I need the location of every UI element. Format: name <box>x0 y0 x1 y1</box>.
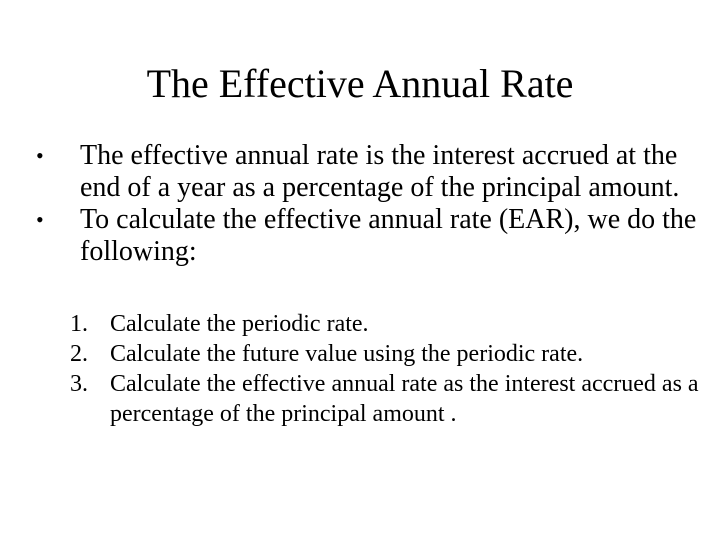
bullet-marker: • <box>36 143 44 168</box>
step-item-1 <box>70 309 710 339</box>
step-number: 1. <box>70 311 88 337</box>
bullet-list <box>36 140 706 268</box>
bullet-item-definition <box>36 140 706 204</box>
step-number: 2. <box>70 341 88 367</box>
bullet-text: To calculate the effective annual rate (EAR), we do the following: <box>80 204 697 267</box>
slide-title: The Effective Annual Rate <box>146 61 574 106</box>
bullet-text: The effective annual rate is the interest accrued at the end of a year as a percentage of the principal amount. <box>80 140 680 203</box>
bullet-item-calculation <box>36 204 706 268</box>
step-item-3 <box>70 369 710 429</box>
step-text: Calculate the effective annual rate as the interest accrued as a percentage of the principal amount . <box>110 371 699 427</box>
bullet-marker: • <box>36 207 44 232</box>
step-text: Calculate the future value using the periodic rate. <box>110 341 584 367</box>
step-number: 3. <box>70 371 88 397</box>
step-item-2 <box>70 339 710 369</box>
numbered-steps-list <box>70 309 710 429</box>
step-text: Calculate the periodic rate. <box>110 311 369 337</box>
